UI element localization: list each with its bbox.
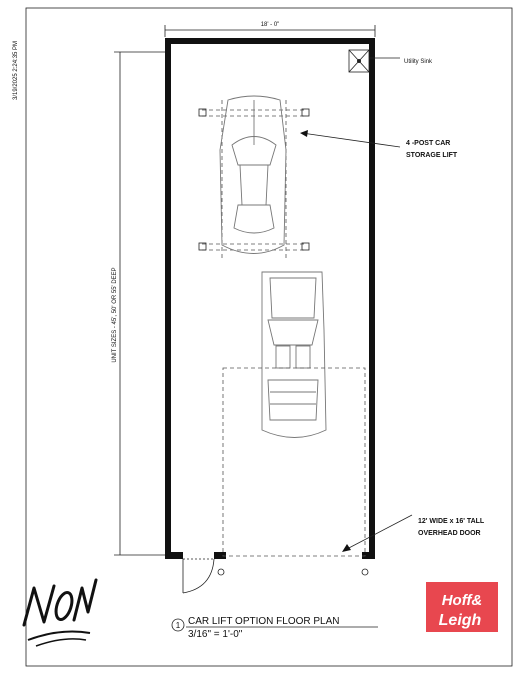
depth-dimension-label: UNIT SIZES - 45', 50' OR 55' DEEP [112,267,118,363]
lift-label-line1: 4 -POST CAR [406,140,451,147]
hoff-leigh-line1: Hoff& [441,592,483,609]
lift-label-line2: STORAGE LIFT [406,152,458,159]
width-dimension-label: 18' - 0" [260,22,280,28]
now-logo [24,580,96,646]
lift-leader [302,133,400,147]
bollard [362,569,368,575]
parked-car [262,272,326,438]
utility-sink-label: Utility Sink [404,59,433,65]
drawing-title: CAR LIFT OPTION FLOOR PLAN [188,616,340,627]
timestamp: 3/19/2025 2:24:35 PM [13,40,19,100]
page-border [26,8,512,666]
drawing-number: 1 [175,621,181,630]
door-leader [345,515,412,550]
lift-leader-arrow [300,130,308,137]
door-label-line2: OVERHEAD DOOR [418,530,481,537]
drawing-scale: 3/16" = 1'-0" [188,629,243,640]
man-door [183,559,214,593]
width-dimension [165,22,375,37]
depth-dimension [112,52,168,555]
bollard [218,569,224,575]
door-label-line1: 12' WIDE x 16' TALL [418,518,485,525]
hoff-leigh-logo [426,582,498,632]
utility-sink-symbol [349,50,369,72]
overhead-door-outline [223,368,365,556]
unit-walls [165,38,375,559]
door-leader-arrow [342,544,351,552]
hoff-leigh-line2: Leigh [438,612,482,629]
car-on-lift [220,96,286,254]
title-block [172,616,378,640]
